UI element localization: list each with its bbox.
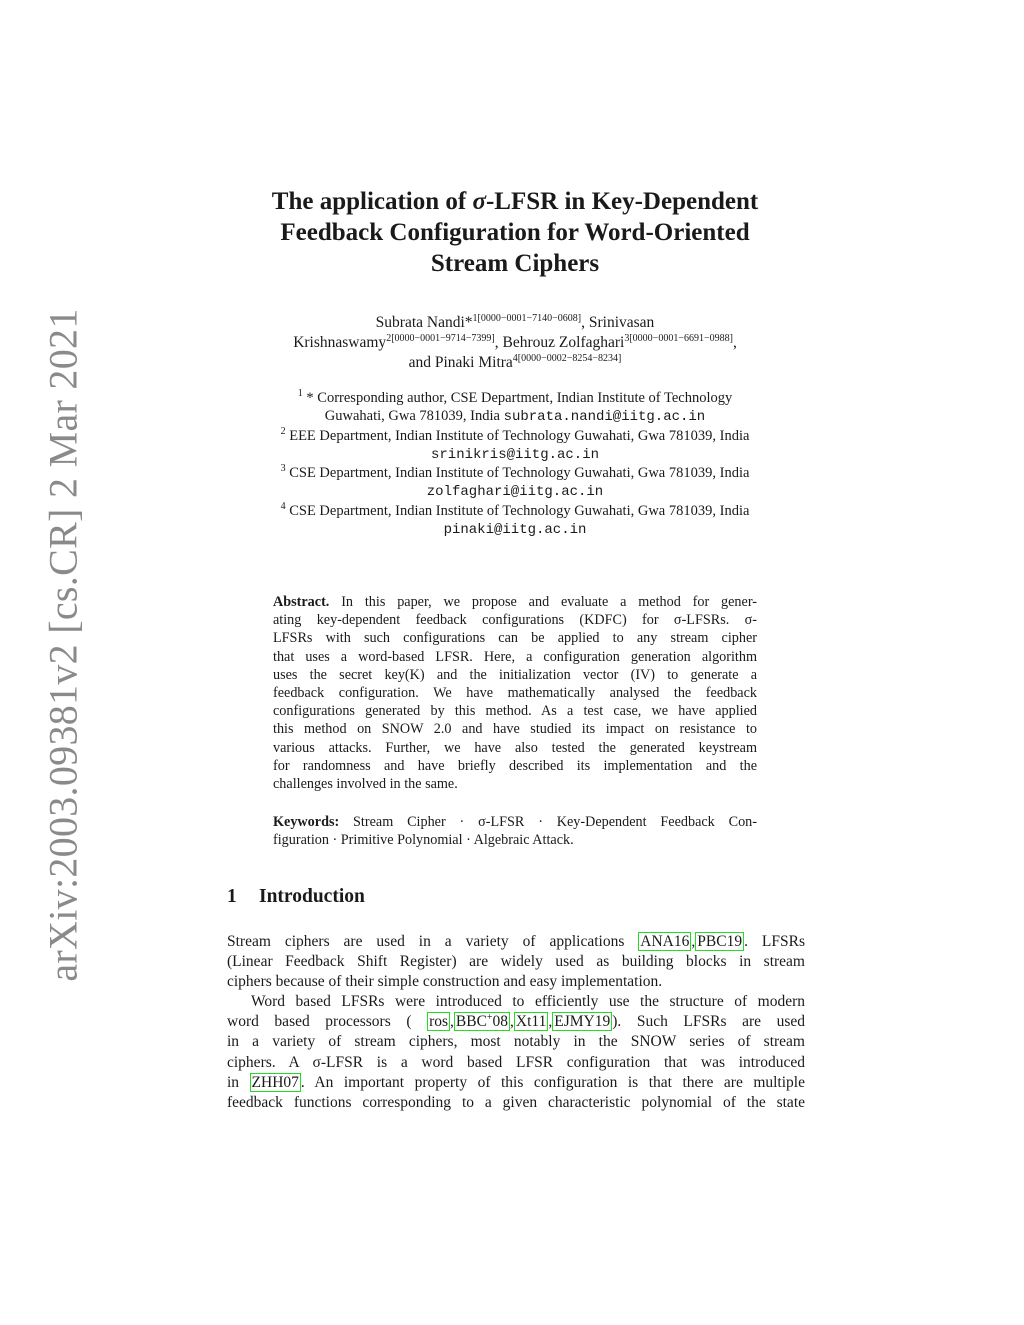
author-2-name: Krishnaswamy [293, 334, 387, 351]
body-line: feedback functions corresponding to a given characteristic polynomial of the state [227, 1093, 805, 1111]
citation-bbc08-part2: 08 [492, 1013, 509, 1031]
abstract-line: for randomness and have briefly described its implementation and the [273, 757, 757, 774]
paper-title [200, 186, 830, 279]
citation-link-bbc08[interactable] [454, 1012, 510, 1031]
affil-2-num: 2 [280, 425, 286, 437]
abstract-line: that uses a word-based LFSR. Here, a configuration generation algorithm [273, 648, 757, 665]
arxiv-identifier-stamp: arXiv:2003.09381v2 [cs.CR] 2 Mar 2021 [40, 308, 86, 982]
author-1-orcid: 1[0000−0001−7140−0608] [472, 313, 582, 324]
affil-2-line1: EEE Department, Indian Institute of Technology Guwahati, Gwa 781039, India [285, 427, 750, 444]
author-list [210, 313, 820, 373]
abstract-line: In this paper, we propose and evaluate a method for gener- [329, 594, 757, 610]
affiliations [220, 389, 810, 539]
citation-link-xt11[interactable]: Xt11 [515, 1013, 547, 1031]
abstract-line: challenges involved in the same. [273, 775, 458, 792]
body-text-fragment: . An important property of this configuration is that there are multiple [300, 1073, 805, 1091]
body-text-fragment: word based processors ( [227, 1013, 428, 1031]
affil-1-num: 1 [297, 388, 303, 399]
introduction-body: Stream ciphers are used in a variety of applications ANA16 , PBC19 . LFSRs (Linear Feedback Shift Register) are widely used as building blocks in stream ciphers because of their simple construction and easy implementation. Word based LFSRs were introduced to efficiently use the structure of modern word based processors ( ros , BBC+08 , Xt11 , EJMY19 ). Such LFSRs are used in a variety of stream ciphers, most notably in the SNOW series of stream ciphers. A σ-LFSR is a word based LFSR configuration that was introduced in ZHH07 . An important property of this configuration is that there are multiple feedback functions corresponding to a given characteristic polynomial of the state [227, 932, 805, 1113]
affil-1-line1: * Corresponding author, CSE Department, Indian Institute of Technology [302, 390, 733, 406]
author-2-first: , Srinivasan [581, 314, 655, 331]
affil-3-line1: CSE Department, Indian Institute of Technology Guwahati, Gwa 781039, India [285, 465, 750, 482]
author-1-name: Subrata Nandi* [375, 314, 473, 331]
author-4-orcid: 4[0000−0002−8254−8234] [512, 353, 622, 364]
citation-link-ejmy19[interactable]: EJMY19 [554, 1013, 611, 1031]
citation-link-zhh07[interactable]: ZHH07 [251, 1073, 299, 1091]
title-line2: Feedback Configuration for Word-Oriented [280, 219, 750, 246]
abstract-line: uses the secret key(K) and the initialization vector (IV) to generate a [273, 666, 757, 683]
author-4-name: and Pinaki Mitra [408, 354, 513, 371]
section-number: 1 [227, 886, 237, 907]
body-text-fragment: Stream ciphers are used in a variety of applications [227, 933, 639, 950]
citation-link-ana16[interactable]: ANA16 [640, 933, 690, 950]
body-text-fragment: ). Such LFSRs are used [612, 1013, 805, 1031]
body-line: Word based LFSRs were introduced to efficiently use the structure of modern [251, 993, 805, 1011]
abstract-label: Abstract. [273, 594, 330, 610]
title-line3: Stream Ciphers [430, 250, 600, 277]
affil-1-line2: Guwahati, Gwa 781039, India [324, 408, 504, 425]
section-title: Introduction [259, 886, 365, 907]
affil-4-num: 4 [280, 500, 286, 512]
affil-1-email[interactable]: subrata.nandi@iitg.ac.in [503, 409, 706, 426]
keywords-label: Keywords: [273, 814, 340, 830]
citation-link-pbc19[interactable]: PBC19 [697, 933, 743, 950]
body-line: in a variety of stream ciphers, most notably in the SNOW series of stream [227, 1033, 805, 1051]
abstract-line: various attacks. Further, we have also tested the generated keystream [273, 739, 757, 756]
abstract [273, 593, 757, 793]
affil-3-email[interactable]: zolfaghari@iitg.ac.in [426, 484, 604, 501]
body-line: ciphers because of their simple construction and easy implementation. [227, 973, 663, 991]
abstract-line: LFSRs with such configurations can be applied to any stream cipher [273, 630, 757, 647]
affil-2-email[interactable]: srinikris@iitg.ac.in [430, 446, 600, 463]
author-2-orcid: 2[0000−0001−9714−7399] [386, 333, 495, 344]
abstract-line: this method on SNOW 2.0 and have studied its impact on resistance to [273, 721, 757, 738]
author-3-orcid: 3[0000−0001−6691−0988] [624, 333, 733, 344]
body-line: ciphers. A σ-LFSR is a word based LFSR configuration that was introduced [227, 1053, 805, 1071]
abstract-line: feedback configuration. We have mathematically analysed the feedback [273, 684, 757, 701]
title-line1-pre: The application of [271, 188, 473, 215]
abstract-line: configurations generated by this method. As a test case, we have applied [273, 703, 757, 720]
abstract-line: ating key-dependent feedback configurations (KDFC) for σ-LFSRs. σ- [273, 612, 757, 629]
title-sigma: σ [472, 188, 486, 215]
body-text-fragment: . LFSRs [744, 933, 805, 950]
affil-4-email[interactable]: pinaki@iitg.ac.in [443, 522, 587, 539]
author-sep: , [732, 334, 737, 351]
citation-bbc08-part1: BBC [455, 1013, 487, 1031]
title-line1-post: -LFSR in Key-Dependent [485, 188, 759, 215]
citation-link-ros[interactable]: ros [429, 1013, 449, 1031]
keywords-line1: Stream Cipher · σ-LFSR · Key-Dependent Feedback Con- [339, 814, 757, 830]
author-3-name: , Behrouz Zolfaghari [494, 334, 625, 351]
body-text-fragment: in [227, 1073, 250, 1091]
keywords [273, 813, 757, 849]
keywords-line2: figuration · Primitive Polynomial · Algebraic Attack. [273, 832, 574, 849]
affil-3-num: 3 [280, 463, 286, 475]
citation-bbc08-sup: + [486, 1012, 493, 1024]
affil-4-line1: CSE Department, Indian Institute of Technology Guwahati, Gwa 781039, India [285, 502, 750, 519]
section-heading-introduction [227, 886, 365, 908]
body-line: (Linear Feedback Shift Register) are widely used as building blocks in stream [227, 953, 805, 971]
